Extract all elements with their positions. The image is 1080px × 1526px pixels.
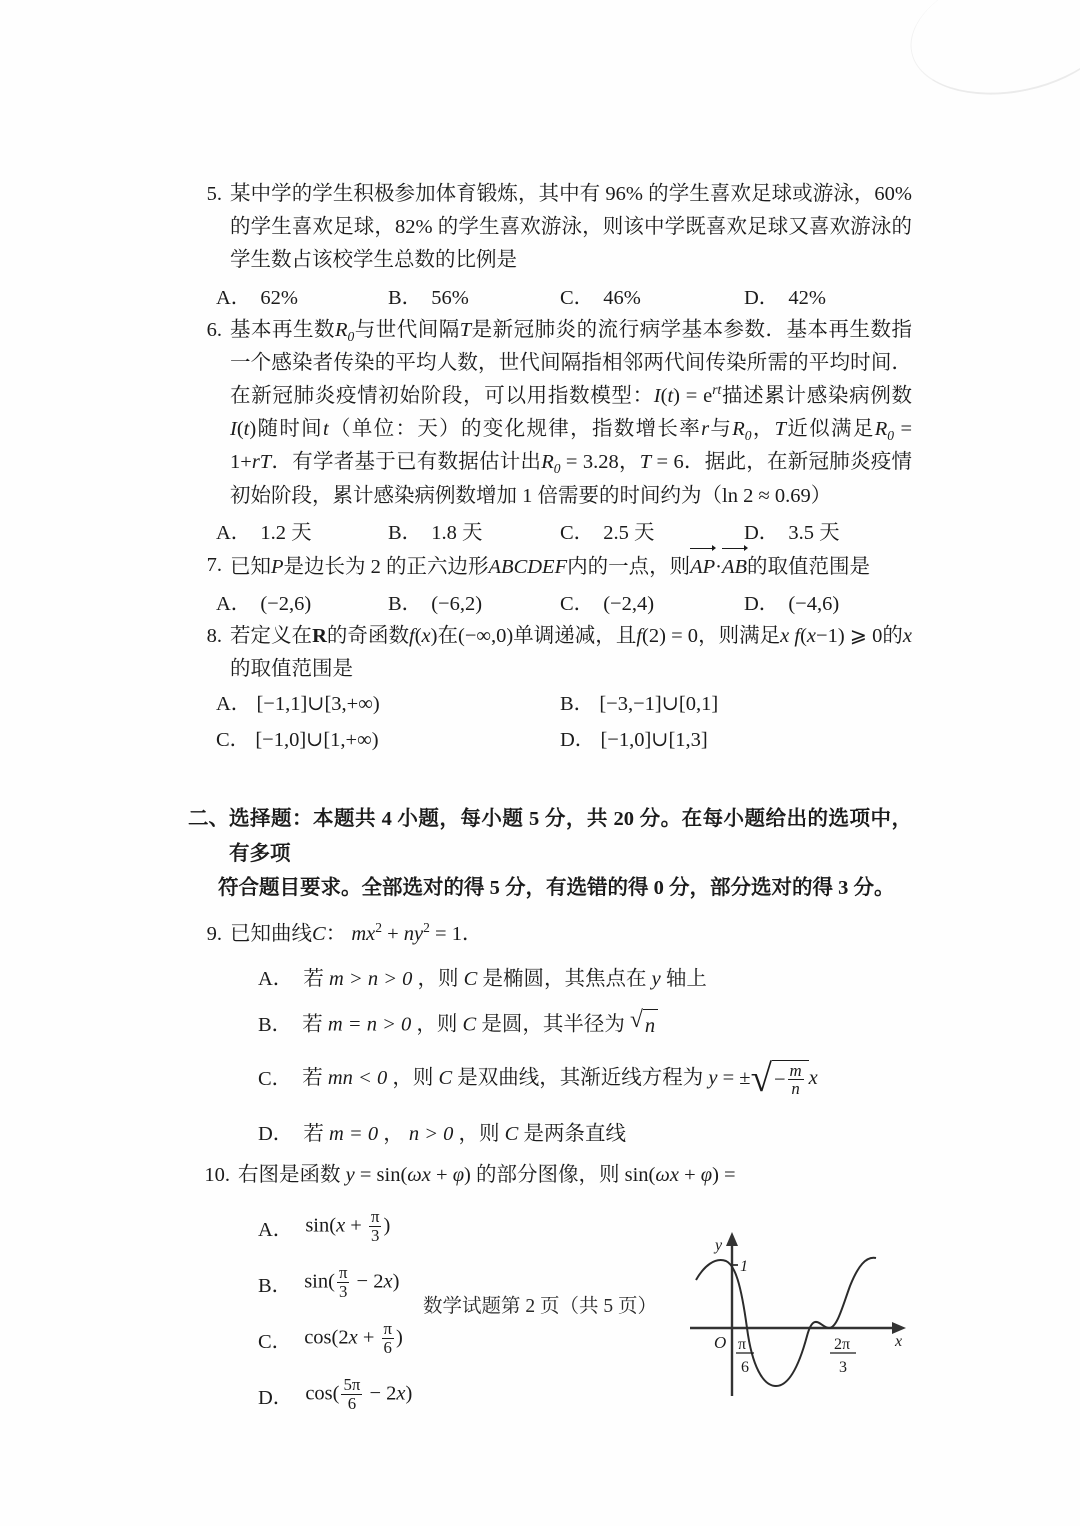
- q6-part-6: （单位：天）的变化规律，指数增长率: [328, 418, 702, 441]
- q6-part-13: ）: [810, 484, 832, 507]
- option-a-text: 1.2 天: [260, 521, 312, 544]
- q9b-cond: m = n > 0: [327, 1013, 412, 1036]
- q6-part-9: 近似满足: [786, 418, 875, 441]
- q9-option-d[interactable]: [188, 1119, 912, 1151]
- option-b-text: (−6,2): [431, 593, 483, 616]
- sine-curve: [696, 1258, 876, 1386]
- y-axis-arrow-icon: [726, 1232, 738, 1246]
- q10-option-a-expr: sin(x + $\frac{\pi}{3}$ ): [305, 1207, 391, 1245]
- q9-option-a-label: A．: [258, 967, 294, 990]
- q9-option-c-text: 若 mn < 0 ，则 C 是双曲线，其渐近线方程为 y = ± √ − $\frac{m}{n}$ x: [302, 1056, 818, 1100]
- math-interval: (−∞,0): [458, 625, 514, 648]
- math-f2: f: [636, 625, 643, 648]
- option-b-label: B．: [560, 693, 595, 716]
- option-b-text: [−3,−1]∪[0,1]: [599, 693, 719, 716]
- option-d[interactable]: [560, 722, 708, 752]
- q6-part-3: 是新冠肺炎的流行病学基本参数．基本再生数指一个感染者传染的平均人数，世代间隔指相邻两代间传染所需的平均时间．在新冠肺炎疫情初始阶段，可以用指数模型：: [230, 318, 913, 408]
- option-d-label: D．: [744, 286, 780, 309]
- q9b-pre: 若: [302, 1013, 323, 1036]
- section-2-line-1: 选择题：本题共 4 小题，每小题 5 分，共 20 分。在每小题给出的选项中，有多项: [229, 808, 912, 865]
- option-d-label: D．: [744, 593, 780, 616]
- question-6-stem: [188, 314, 912, 513]
- question-7-text: 已知P是边长为 2 的正六边形ABCDEF内的一点，则AP·AB的取值范围是: [230, 549, 912, 584]
- math-It: I: [230, 418, 237, 441]
- option-a[interactable]: [216, 515, 312, 545]
- q9b-tail: 是圆，其半径为: [481, 1013, 625, 1036]
- option-c-label: C．: [216, 729, 251, 752]
- x-axis-label: x: [895, 1333, 903, 1351]
- option-b-label: B．: [388, 593, 423, 616]
- q10-stem-mid: 的部分图像，则: [475, 1164, 620, 1187]
- question-10-number: 10.: [204, 1164, 230, 1187]
- q8-part-1: 若定义在: [230, 625, 313, 648]
- q9-option-a-text: 若 m > n > 0 ，则 C 是椭圆，其焦点在 y 轴上: [303, 967, 707, 990]
- q9c-pre: 若: [302, 1067, 323, 1090]
- math-T: T: [459, 318, 472, 341]
- q9-option-d-label: D．: [258, 1123, 294, 1146]
- option-a[interactable]: [216, 686, 380, 716]
- section-2-line-2: 符合题目要求。全部选对的得 5 分，有选错的得 0 分，部分选对的得 3 分。: [218, 877, 895, 900]
- question-8: [188, 620, 912, 758]
- q9-stem-colon: ：: [325, 922, 347, 945]
- option-c[interactable]: [560, 280, 641, 310]
- math-It-eq: I: [653, 385, 661, 408]
- question-6: [188, 314, 912, 547]
- math-T-b: T: [774, 418, 787, 441]
- q10-option-a[interactable]: [188, 1206, 608, 1248]
- question-8-stem: [188, 620, 912, 686]
- q9d-mid: ，则: [458, 1123, 500, 1146]
- question-5: [188, 178, 912, 312]
- q10-stem-tail: =: [724, 1164, 736, 1187]
- option-d[interactable]: [744, 586, 839, 616]
- q10-stem-pre: 右图是函数: [238, 1164, 341, 1187]
- q9a-tail: 是椭圆，其焦点在: [482, 967, 647, 990]
- question-8-number: 8.: [206, 625, 222, 648]
- q8-part-6: 的: [882, 625, 903, 648]
- q9a-pre: 若: [303, 967, 324, 990]
- question-10-text: 右图是函数 y = sin(ωx + φ) 的部分图像，则 sin(ωx + φ) =: [238, 1164, 736, 1187]
- math-xfx1: x f: [780, 625, 801, 648]
- question-5-options: [188, 280, 912, 312]
- q7-part-4: 的取值范围是: [747, 555, 871, 578]
- math-t: t: [323, 418, 329, 441]
- option-c[interactable]: [560, 515, 654, 545]
- question-6-text: 基本再生数$R_0$与世代间隔T是新冠肺炎的流行病学基本参数．基本再生数指一个感染者传染的平均人数，世代间隔指相邻两代间传染所需的平均时间．在新冠肺炎疫情初始阶段，可以用指数模型：$I(t) = e^{rt}$描述累计感染病例数I(t)随时间t（单位：天）的变化规律，指数增长率r与$R_0$，T近似满足$R_0 = 1+rT$．有学者基于已有数据估计出$R_0 = 3.28$，T = 6．据此，在新冠肺炎疫情初始阶段，累计感染病例数增加 1 倍需要的时间约为（ln 2 ≈ 0.69）: [230, 318, 913, 507]
- q10-option-b-label: B．: [258, 1275, 293, 1298]
- option-b[interactable]: [388, 586, 482, 616]
- q9b-mid: ，则: [416, 1013, 458, 1036]
- question-5-number: 5.: [206, 183, 222, 205]
- option-d-text: 3.5 天: [788, 521, 840, 544]
- q10-option-c-label: C．: [258, 1331, 293, 1354]
- q9-option-d-text: 若 m = 0 ， n > 0 ，则 C 是两条直线: [303, 1123, 626, 1146]
- question-5-text: 某中学的学生积极参加体育锻炼，其中有 96% 的学生喜欢足球或游泳，60% 的学生喜欢足球，82% 的学生喜欢游泳，则该中学既喜欢足球又喜欢游泳的学生数占该校学生总数的比例是: [230, 183, 912, 272]
- question-9-text: 已知曲线C： $mx^2 + ny^2 = 1$．: [230, 919, 483, 945]
- math-vector-AP: AP: [690, 549, 715, 584]
- option-d-text: [−1,0]∪[1,3]: [600, 729, 708, 752]
- q8-part-5: ，则满足: [698, 625, 781, 648]
- q10-option-d-expr: cos( $\frac{5\pi}{6}$ − 2x): [305, 1375, 413, 1413]
- question-7-number: 7.: [206, 553, 222, 576]
- q6-part-2: 与世代间隔: [354, 318, 460, 341]
- question-8-options-row-2: [188, 722, 912, 758]
- q10-option-d-label: D．: [258, 1387, 294, 1410]
- q9a-tail2: 轴上: [665, 967, 707, 990]
- question-9-number: 9.: [206, 922, 222, 945]
- option-b[interactable]: [560, 686, 718, 716]
- q9d-cond1: m = 0: [328, 1123, 379, 1146]
- q8-part-4: 单调递减，且: [513, 625, 637, 648]
- q9d-tail: 是两条直线: [523, 1123, 626, 1146]
- option-a-label: A．: [216, 593, 252, 616]
- q9-option-b[interactable]: [188, 1009, 912, 1043]
- option-a[interactable]: [216, 586, 311, 616]
- q10-option-b-expr: sin( $\frac{\pi}{3}$ − 2x): [304, 1263, 400, 1301]
- y-axis-label: y: [715, 1237, 723, 1255]
- question-7: [188, 549, 912, 618]
- section-2-marker: 二、: [188, 808, 229, 831]
- option-a-label: A．: [216, 286, 252, 309]
- question-8-text: 若定义在R的奇函数f(x)在(−∞,0)单调递减，且f(2) = 0，则满足x f(x−1) ⩾ 0的x的取值范围是: [230, 625, 913, 681]
- tick-label-1-den: 6: [741, 1359, 749, 1377]
- option-a-label: A．: [216, 693, 252, 716]
- question-6-options: [188, 515, 912, 547]
- q8-part-3: 在: [437, 625, 458, 648]
- option-d-text: (−4,6): [788, 593, 840, 616]
- math-sqrt-mn: √ − $\frac{m}{n}$: [751, 1060, 809, 1099]
- q9c-mid: ，则: [392, 1067, 434, 1090]
- option-c-label: C．: [560, 286, 595, 309]
- option-b-text: 1.8 天: [431, 521, 483, 544]
- q6-part-11: ，: [618, 451, 640, 474]
- option-b[interactable]: [388, 280, 469, 310]
- math-vector-AB: AB: [722, 549, 747, 584]
- question-9: [188, 918, 912, 1151]
- question-8-options: [188, 686, 912, 758]
- q6-part-4: 描述累计感染病例数: [721, 385, 913, 408]
- option-c-text: 2.5 天: [603, 521, 655, 544]
- question-6-number: 6.: [206, 318, 222, 341]
- q7-part-3: 内的一点，则: [567, 555, 691, 578]
- math-x: x: [902, 625, 913, 648]
- tick-label-1-num: π: [737, 1336, 747, 1354]
- question-5-stem: [188, 178, 912, 278]
- math-curve-eq: mx: [351, 922, 376, 945]
- page-footer: 数学试题第 2 页（共 5 页）: [422, 1296, 657, 1317]
- option-c-label: C．: [560, 593, 595, 616]
- q9-option-b-text: 若 m = n > 0 ，则 C 是圆，其半径为 √ n: [302, 1009, 658, 1043]
- option-a-text: 62%: [260, 286, 298, 309]
- option-a-text: [−1,1]∪[3,+∞): [256, 693, 380, 716]
- math-y-sin: y: [345, 1164, 355, 1187]
- option-d-text: 42%: [788, 286, 826, 309]
- q9-option-a[interactable]: [188, 964, 912, 996]
- question-10-body: [188, 1206, 912, 1456]
- option-c[interactable]: [216, 722, 379, 752]
- math-cond-a: [324, 968, 418, 990]
- q6-part-5: 随时间: [256, 418, 323, 441]
- q9c-tail: 是双曲线，其渐近线方程为: [457, 1067, 704, 1090]
- option-c-text: 46%: [603, 286, 641, 309]
- q9-option-b-label: B．: [258, 1013, 293, 1036]
- q8-part-2: 的奇函数: [326, 625, 409, 648]
- math-R0-eq: $R_0$: [874, 418, 895, 444]
- q9a-cond: m > n > 0: [328, 967, 413, 990]
- sine-graph: [684, 1228, 914, 1448]
- q6-part-12: ．据此，在新冠肺炎疫情初始阶段，累计感染病例数增加 1 倍需要的时间约为（: [230, 451, 913, 507]
- tick-label-2-num: 2π: [833, 1336, 851, 1354]
- math-ln2: ln 2 ≈ 0.69: [722, 484, 811, 507]
- q9-option-c-label: C．: [258, 1068, 293, 1091]
- math-R-set: R: [312, 625, 327, 648]
- option-b-text: 56%: [431, 286, 469, 309]
- scan-artifact: [899, 0, 1080, 113]
- math-R0: $R_0$: [334, 318, 355, 344]
- math-sqrt-n: √ n: [630, 1009, 658, 1043]
- q6-part-1: 基本再生数: [230, 318, 335, 341]
- option-d[interactable]: [744, 280, 826, 310]
- option-b[interactable]: [388, 515, 482, 545]
- option-d-label: D．: [560, 729, 596, 752]
- page-content: [188, 178, 912, 1458]
- sine-graph-svg: [684, 1228, 914, 1448]
- q9d-cond2: n > 0: [408, 1123, 454, 1146]
- option-c-text: [−1,0]∪[1,+∞): [255, 729, 379, 752]
- q7-part-1: 已知: [230, 555, 271, 578]
- option-c[interactable]: [560, 586, 654, 616]
- option-a[interactable]: [216, 280, 298, 310]
- q6-part-8: ，: [751, 418, 775, 441]
- math-r: r: [701, 418, 710, 441]
- option-b-label: B．: [388, 521, 423, 544]
- option-d[interactable]: [744, 515, 840, 545]
- option-c-label: C．: [560, 521, 595, 544]
- math-fx: f: [408, 625, 415, 648]
- option-c-text: (−2,4): [603, 593, 655, 616]
- question-10-stem: [188, 1159, 912, 1192]
- q10-option-a-label: A．: [258, 1219, 294, 1242]
- option-a-label: A．: [216, 521, 252, 544]
- q9c-cond: mn < 0: [327, 1067, 388, 1090]
- q9-option-c[interactable]: [188, 1056, 912, 1100]
- q6-part-10: ．有学者基于已有数据估计出: [271, 451, 542, 474]
- q6-part-7: 与: [709, 418, 733, 441]
- origin-label: O: [714, 1333, 727, 1353]
- math-R0-b: $R_0$: [732, 418, 752, 444]
- option-b-label: B．: [388, 286, 423, 309]
- question-9-stem: [188, 918, 912, 951]
- math-C: C: [312, 922, 326, 945]
- q8-part-7: 的取值范围是: [230, 658, 353, 681]
- math-P: P: [271, 555, 284, 578]
- q9d-pre: 若: [303, 1123, 324, 1146]
- option-a-text: (−2,6): [260, 593, 312, 616]
- q10-option-c-expr: cos(2x + $\frac{\pi}{6}$ ): [304, 1319, 403, 1357]
- q10-option-d[interactable]: [188, 1374, 608, 1416]
- math-R0-val: $R_0$: [541, 451, 561, 477]
- q9a-mid: ，则: [417, 967, 459, 990]
- q9-stem-pre: 已知曲线: [230, 922, 312, 945]
- question-7-stem: [188, 549, 912, 584]
- question-7-options: [188, 586, 912, 618]
- y-tick-label-1: 1: [740, 1258, 748, 1276]
- math-T-val: T: [639, 451, 652, 474]
- question-8-options-row-1: [188, 686, 912, 722]
- section-2-header: [188, 802, 912, 871]
- q7-part-2: 是边长为 2 的正六边形: [283, 555, 489, 578]
- option-d-label: D．: [744, 521, 780, 544]
- tick-label-2-den: 3: [839, 1359, 847, 1377]
- math-ABCDEF: ABCDEF: [488, 555, 568, 578]
- q10-option-c[interactable]: [188, 1318, 608, 1360]
